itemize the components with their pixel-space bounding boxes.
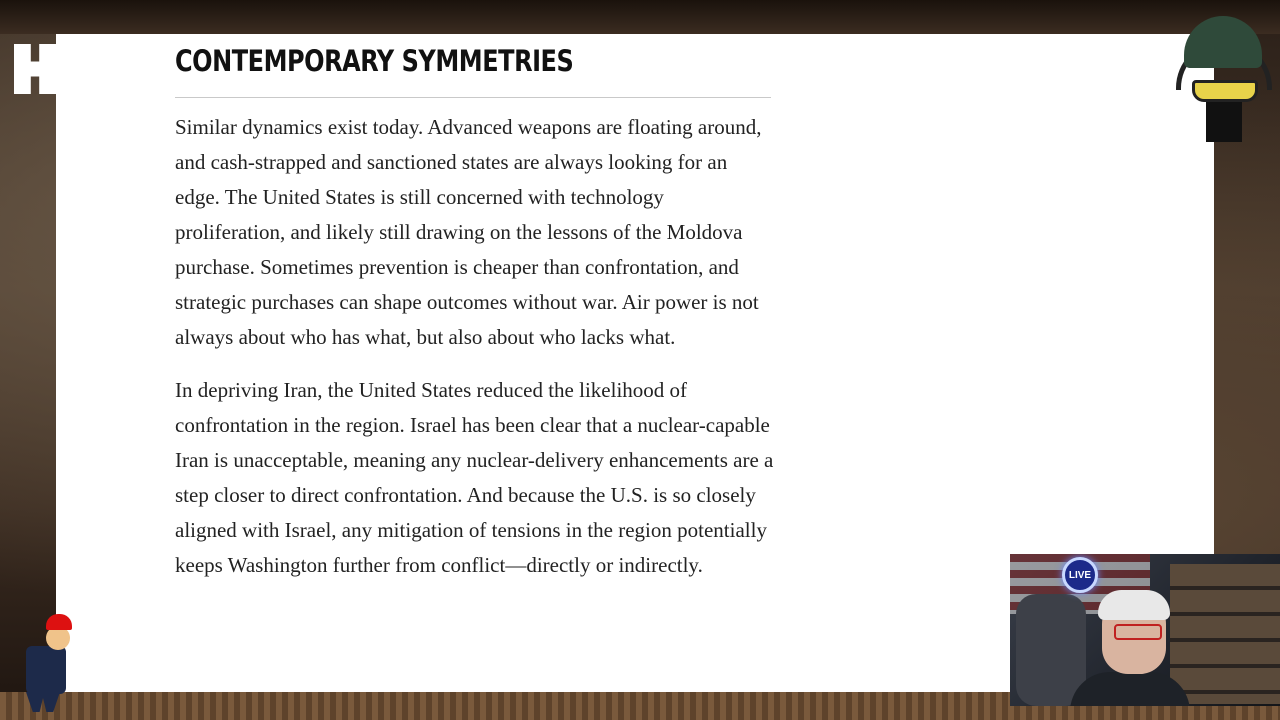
- live-badge: LIVE: [1062, 557, 1098, 593]
- avatar-face: [1206, 102, 1242, 142]
- section-heading: CONTEMPORARY SYMMETRIES: [175, 44, 574, 78]
- cap-icon: [1184, 16, 1262, 68]
- stream-background-top: [0, 0, 1280, 34]
- article: [175, 34, 775, 583]
- shelves-background: [1170, 564, 1280, 704]
- streamer-webcam: [1010, 554, 1280, 706]
- article-paragraph-1: Similar dynamics exist today. Advanced weapons are floating around, and cash-strapped and sanctioned states are always looking for an edge. The United States is still concerned with technology proliferation, and likely still drawing on the lessons of the Moldova purchase. Sometimes prevention is cheaper than confrontation, and strategic purchases can shape outcomes without war. Air power is not always about who has what, but also about who lacks what.: [175, 115, 762, 349]
- avatar-webcam-overlay: [1176, 10, 1272, 106]
- streamer-glasses: [1114, 624, 1162, 640]
- heading-divider: [175, 97, 771, 98]
- mascot-figure-icon: [12, 614, 82, 714]
- article-paragraph-2: In depriving Iran, the United States reduced the likelihood of confrontation in the region. Israel has been clear that a nuclear-capable Iran is unacceptable, meaning any nuclear-delivery enhancements are a step closer to direct confrontation. And because the U.S. is so closely aligned with Israel, any mitigation of tensions in the region potentially keeps Washington further from conflict—directly or indirectly.: [175, 378, 774, 577]
- streamer-hair: [1098, 590, 1170, 620]
- channel-logo-icon: [14, 44, 56, 94]
- sunglasses-icon: [1192, 80, 1258, 102]
